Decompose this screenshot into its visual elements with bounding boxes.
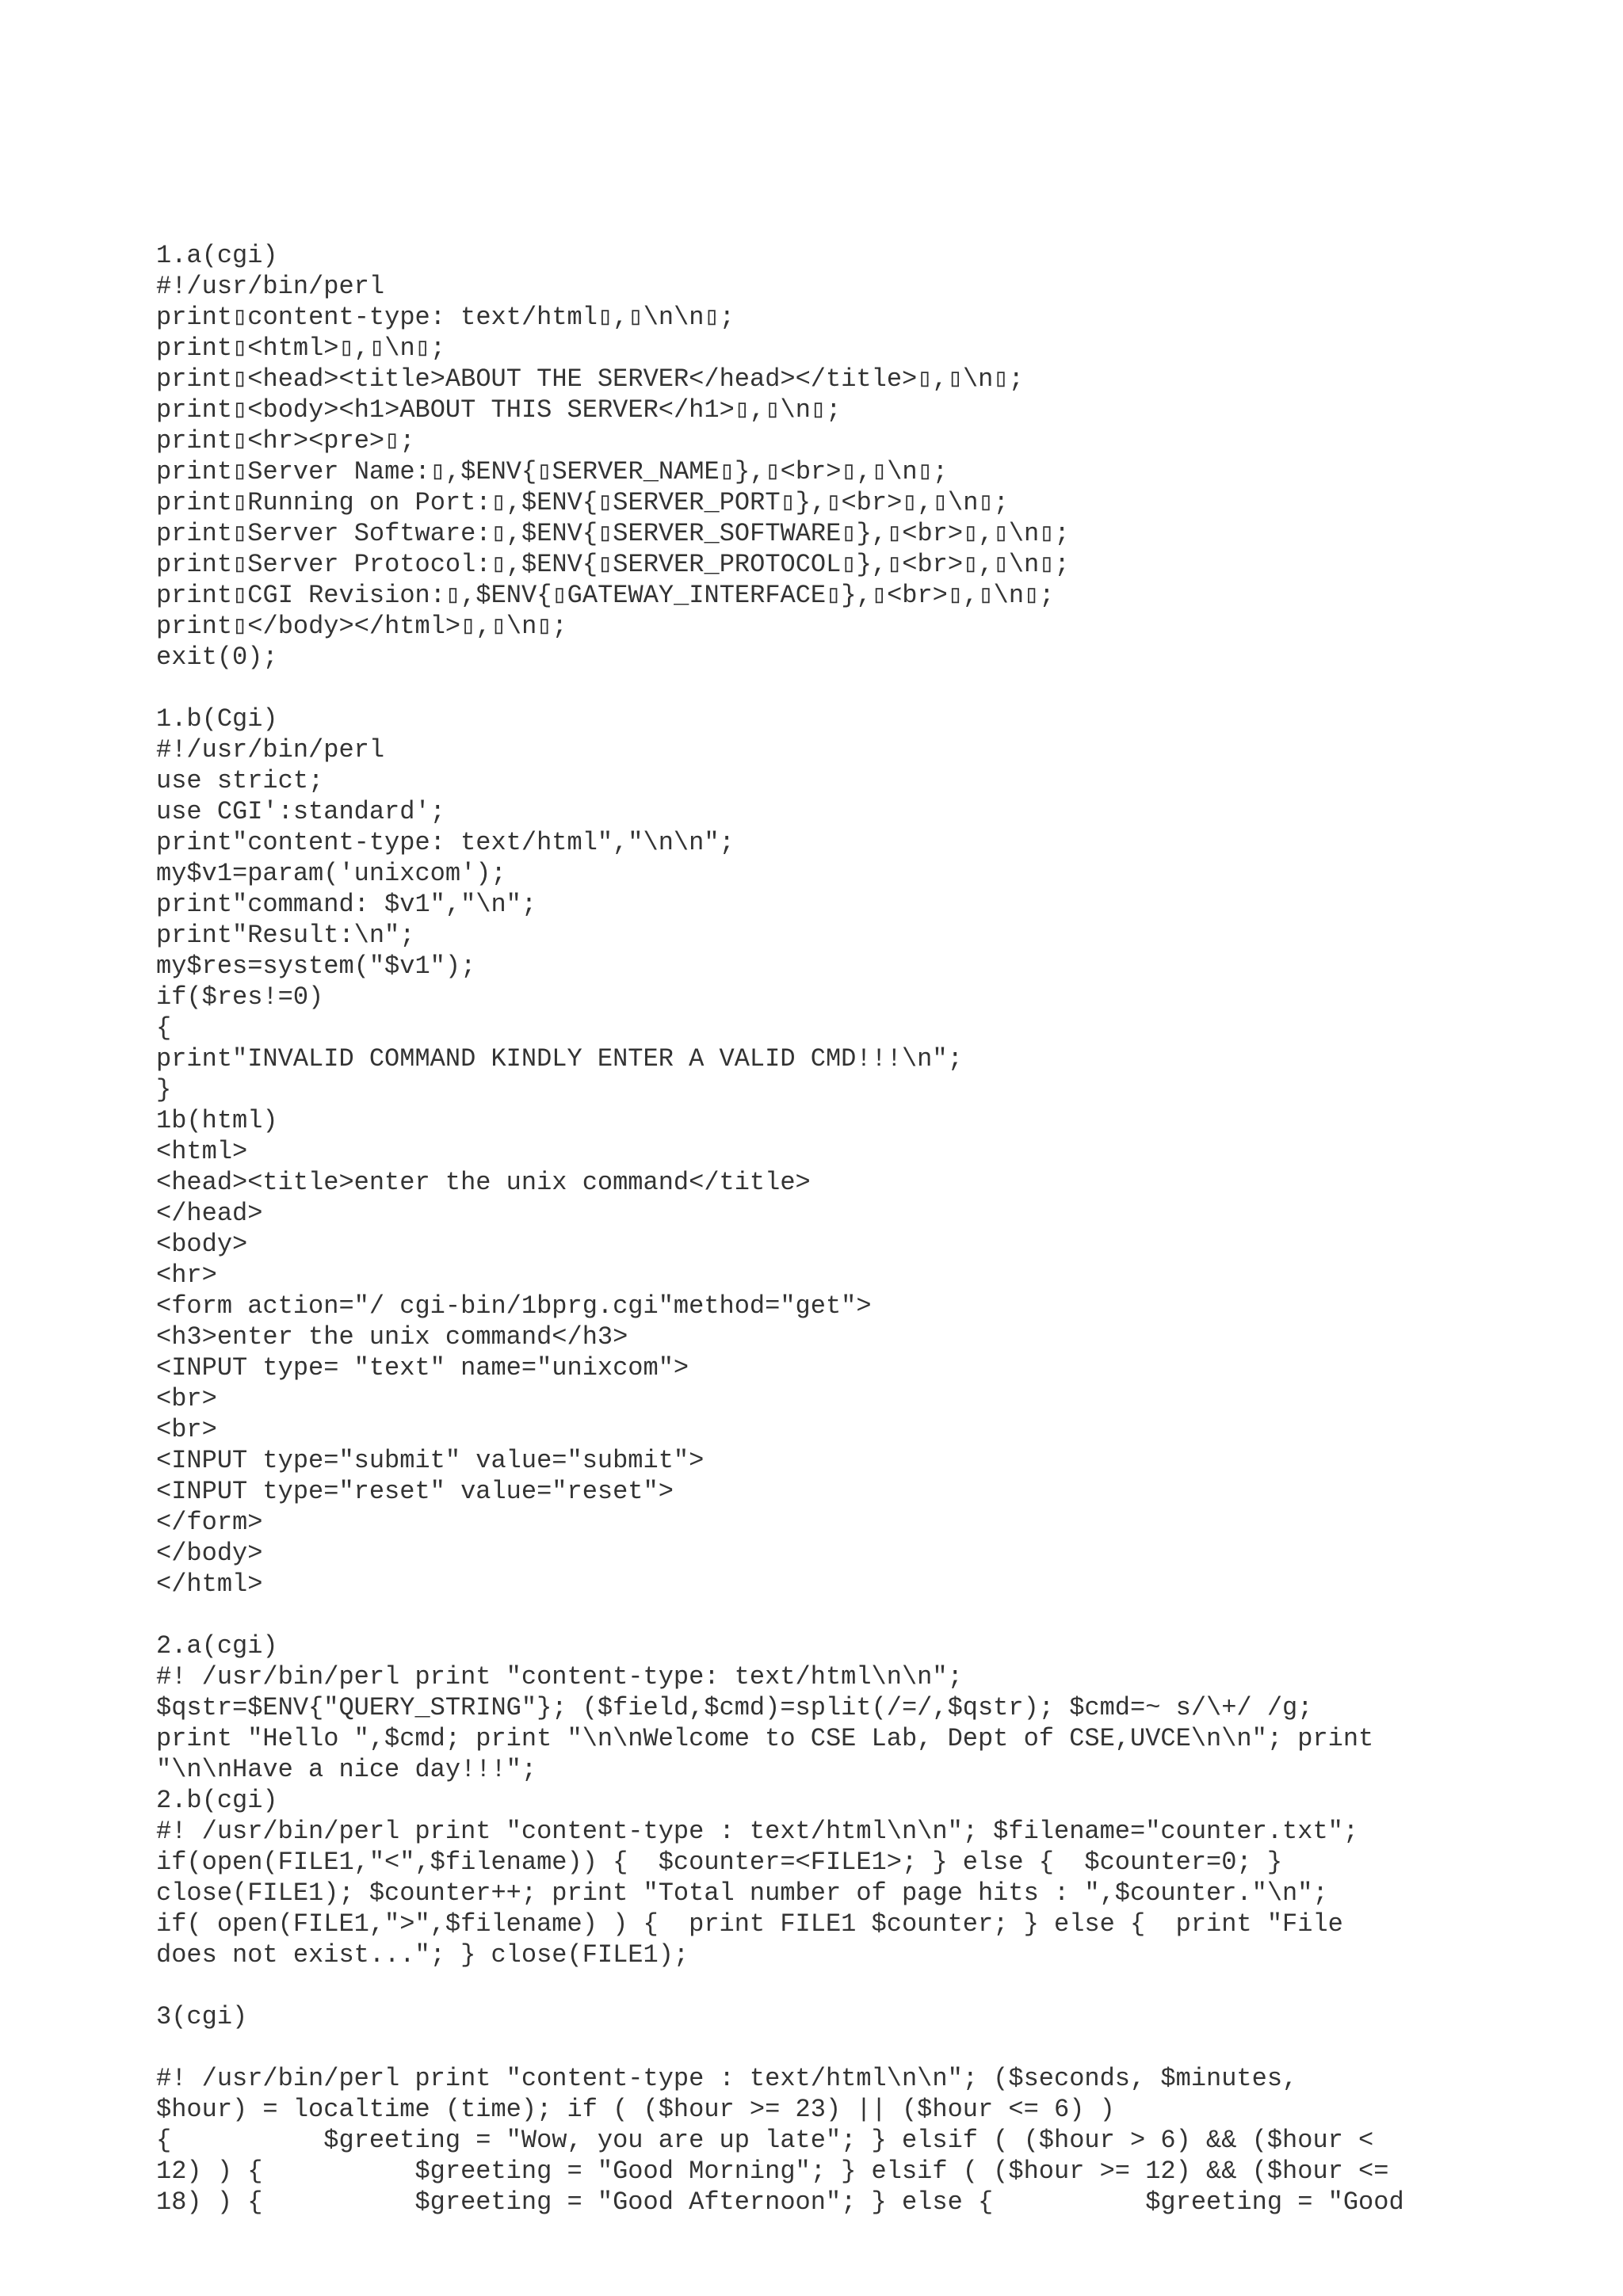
code-line: print "Hello ",$cmd; print "\n\nWelcome to CSE Lab, Dept of CSE,UVCE\n\n"; print (156, 1724, 1374, 1753)
code-line: 2.a(cgi) (156, 1631, 278, 1661)
code-line: } (156, 1075, 172, 1104)
code-line: print▯Server Software:▯,$ENV{▯SERVER_SOFTWARE▯},▯<br>▯,▯\n▯; (156, 519, 1070, 548)
code-line: print▯Server Name:▯,$ENV{▯SERVER_NAME▯},▯<br>▯,▯\n▯; (156, 457, 949, 486)
code-line: print"Result:\n"; (156, 921, 415, 950)
code-line: <hr> (156, 1261, 217, 1290)
code-line: #! /usr/bin/perl print "content-type : text/html\n\n"; $filename="counter.txt"; (156, 1817, 1359, 1846)
code-line: print▯content-type: text/html▯,▯\n\n▯; (156, 303, 735, 332)
code-listing (156, 178, 1495, 2218)
code-line: "\n\nHave a nice day!!!"; (156, 1755, 537, 1784)
code-line (156, 2032, 1495, 2063)
code-line: <form action="/ cgi-bin/1bprg.cgi"method="get"> (156, 1291, 872, 1321)
code-line: #!/usr/bin/perl (156, 272, 385, 301)
code-line: print▯Server Protocol:▯,$ENV{▯SERVER_PROTOCOL▯},▯<br>▯,▯\n▯; (156, 550, 1070, 579)
code-line: { $greeting = "Wow, you are up late"; } elsif ( ($hour > 6) && ($hour < (156, 2126, 1374, 2155)
code-line: my$res=system("$v1"); (156, 952, 476, 981)
code-line: 12) ) { $greeting = "Good Morning"; } elsif ( ($hour >= 12) && ($hour <= (156, 2157, 1389, 2186)
code-line: use strict; (156, 766, 324, 795)
code-line: <INPUT type="submit" value="submit"> (156, 1446, 705, 1475)
code-line: exit(0); (156, 643, 278, 672)
code-line: $qstr=$ENV{"QUERY_STRING"}; ($field,$cmd)=split(/=/,$qstr); $cmd=~ s/\+/ /g; (156, 1693, 1313, 1722)
code-line: <br> (156, 1384, 217, 1413)
code-line: if(open(FILE1,"<",$filename)) { $counter=<FILE1>; } else { $counter=0; } (156, 1848, 1283, 1877)
code-line (156, 1600, 1495, 1630)
code-line: #! /usr/bin/perl print "content-type: text/html\n\n"; (156, 1662, 963, 1691)
code-line: if( open(FILE1,">",$filename) ) { print FILE1 $counter; } else { print "File (156, 1909, 1343, 1939)
code-line: use CGI':standard'; (156, 797, 445, 826)
code-line: </head> (156, 1199, 263, 1228)
code-line: <INPUT type= "text" name="unixcom"> (156, 1353, 689, 1383)
code-line: <h3>enter the unix command</h3> (156, 1322, 628, 1352)
code-line: </html> (156, 1569, 263, 1599)
code-line: print▯<html>▯,▯\n▯; (156, 334, 446, 363)
code-line (156, 673, 1495, 704)
code-line: does not exist..."; } close(FILE1); (156, 1940, 689, 1970)
code-line: close(FILE1); $counter++; print "Total number of page hits : ",$counter."\n"; (156, 1878, 1328, 1908)
code-line: #! /usr/bin/perl print "content-type : text/html\n\n"; ($seconds, $minutes, (156, 2064, 1298, 2093)
code-line: <INPUT type="reset" value="reset"> (156, 1477, 674, 1506)
code-line: 2.b(cgi) (156, 1786, 278, 1815)
code-line: $hour) = localtime (time); if ( ($hour >= 23) || ($hour <= 6) ) (156, 2095, 1115, 2124)
code-line: print▯</body></html>▯,▯\n▯; (156, 612, 567, 641)
code-line: 3(cgi) (156, 2002, 248, 2031)
code-line: 18) ) { $greeting = "Good Afternoon"; } else { $greeting = "Good (156, 2187, 1404, 2217)
code-line: 1b(html) (156, 1106, 278, 1135)
code-line: print"INVALID COMMAND KINDLY ENTER A VALID CMD!!!\n"; (156, 1044, 963, 1074)
code-line: print▯<head><title>ABOUT THE SERVER</head></title>▯,▯\n▯; (156, 364, 1024, 394)
code-line: { (156, 1013, 172, 1043)
code-line: print"command: $v1","\n"; (156, 890, 537, 919)
code-line: </form> (156, 1508, 263, 1537)
code-line: #!/usr/bin/perl (156, 735, 385, 765)
code-line: </body> (156, 1539, 263, 1568)
code-line: <html> (156, 1137, 248, 1166)
code-line: <br> (156, 1415, 217, 1444)
code-line: print▯Running on Port:▯,$ENV{▯SERVER_PORT▯},▯<br>▯,▯\n▯; (156, 488, 1009, 517)
code-line: <body> (156, 1230, 248, 1259)
code-line: 1.b(Cgi) (156, 704, 278, 734)
code-line: my$v1=param('unixcom'); (156, 859, 506, 888)
code-line: 1.a(cgi) (156, 241, 278, 270)
code-line: print▯<hr><pre>▯; (156, 426, 415, 456)
code-line: if($res!=0) (156, 982, 324, 1012)
code-line: print▯<body><h1>ABOUT THIS SERVER</h1>▯,▯\n▯; (156, 395, 842, 425)
code-line: print"content-type: text/html","\n\n"; (156, 828, 735, 857)
code-line (156, 1970, 1495, 2001)
code-line: <head><title>enter the unix command</title> (156, 1168, 811, 1197)
code-line: print▯CGI Revision:▯,$ENV{▯GATEWAY_INTERFACE▯},▯<br>▯,▯\n▯; (156, 581, 1055, 610)
